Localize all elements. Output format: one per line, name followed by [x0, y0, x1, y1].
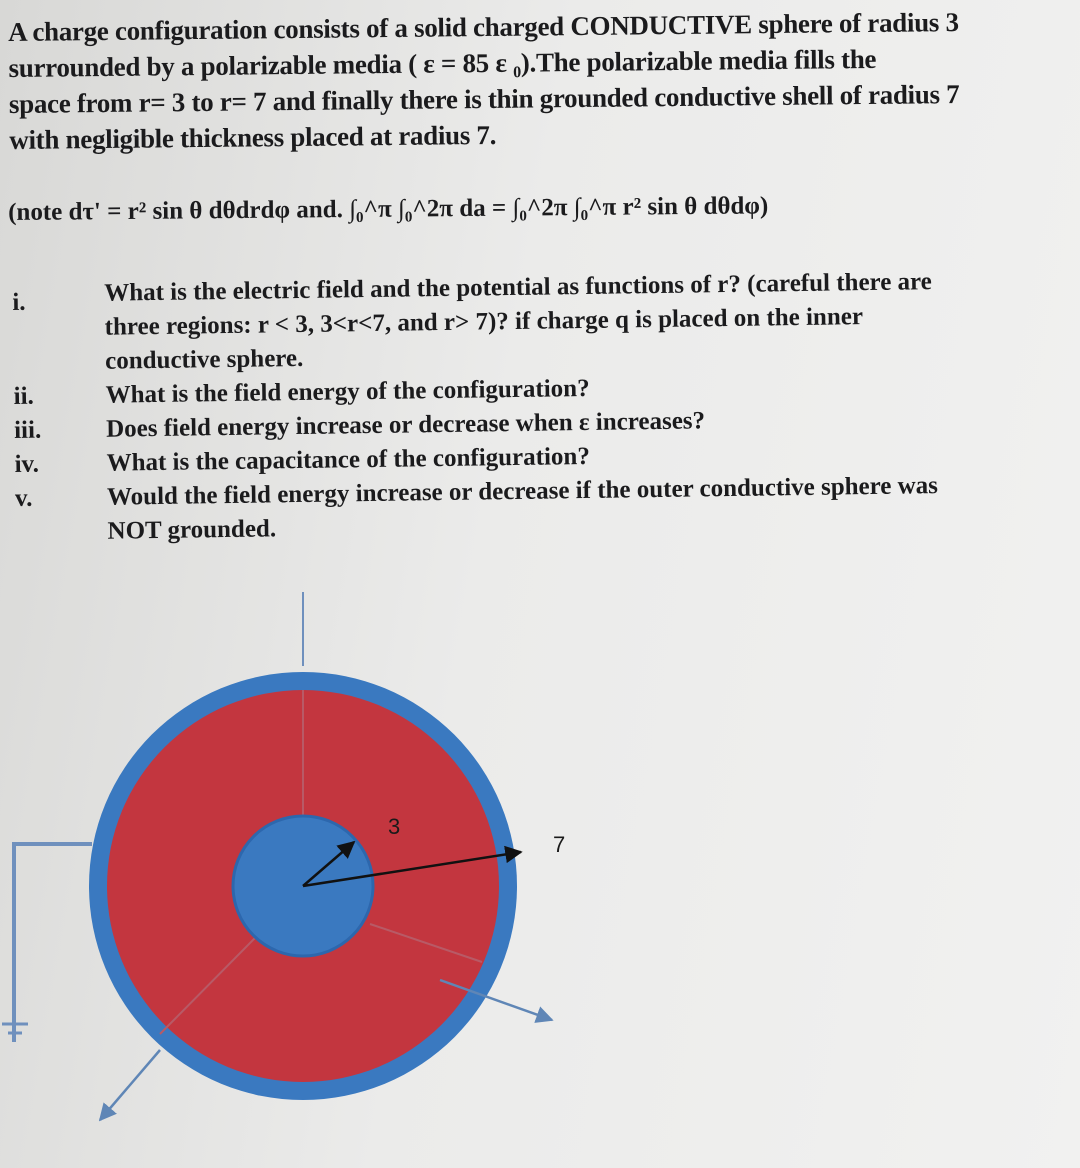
- field-arrow: [100, 1050, 160, 1120]
- question-text: [104, 263, 1073, 379]
- question-text: [107, 467, 1076, 549]
- statement-line: A charge configuration consists of a solid charged CONDUCTIVE sphere of radius 3: [8, 7, 959, 47]
- question-line: NOT grounded.: [107, 515, 277, 545]
- question-number: v.: [14, 484, 33, 512]
- sphere-diagram: [0, 580, 1080, 1168]
- question-number: iv.: [14, 450, 40, 478]
- inner-radius-label: 3: [388, 814, 401, 839]
- question-number: ii.: [13, 382, 34, 410]
- problem-statement: [8, 3, 1069, 158]
- ground-wire: [14, 844, 92, 1042]
- statement-line: with negligible thickness placed at radius 7.: [9, 119, 497, 155]
- question-line: What is the field energy of the configuration?: [105, 374, 590, 409]
- question-line: Would the field energy increase or decrease if the outer conductive sphere was: [106, 472, 939, 511]
- question-item: [15, 467, 1076, 550]
- statement-line: space from r= 3 to r= 7 and finally there is thin grounded conductive shell of radius 7: [8, 79, 960, 119]
- question-number: iii.: [13, 416, 42, 444]
- question-list: [12, 263, 1076, 550]
- question-item: [12, 263, 1073, 380]
- question-line: three regions: r < 3, 3<r<7, and r> 7)? if charge q is placed on the inner: [104, 303, 864, 341]
- integral-note: (note dτ' = r² sin θ dθdrdφ and. ∫₀^π ∫₀^2π da = ∫₀^2π ∫₀^π r² sin θ dθdφ): [8, 192, 769, 226]
- question-number: i.: [12, 288, 26, 316]
- question-line: conductive sphere.: [104, 344, 304, 375]
- question-line: Does field energy increase or decrease when ε increases?: [105, 407, 706, 443]
- outer-radius-label: 7: [553, 832, 566, 857]
- question-line: What is the capacitance of the configuration?: [106, 442, 591, 477]
- question-line: What is the electric field and the potential as functions of r? (careful there are: [104, 268, 932, 307]
- statement-line: surrounded by a polarizable media ( ε = 85 ε ₀).The polarizable media fills the: [8, 43, 877, 83]
